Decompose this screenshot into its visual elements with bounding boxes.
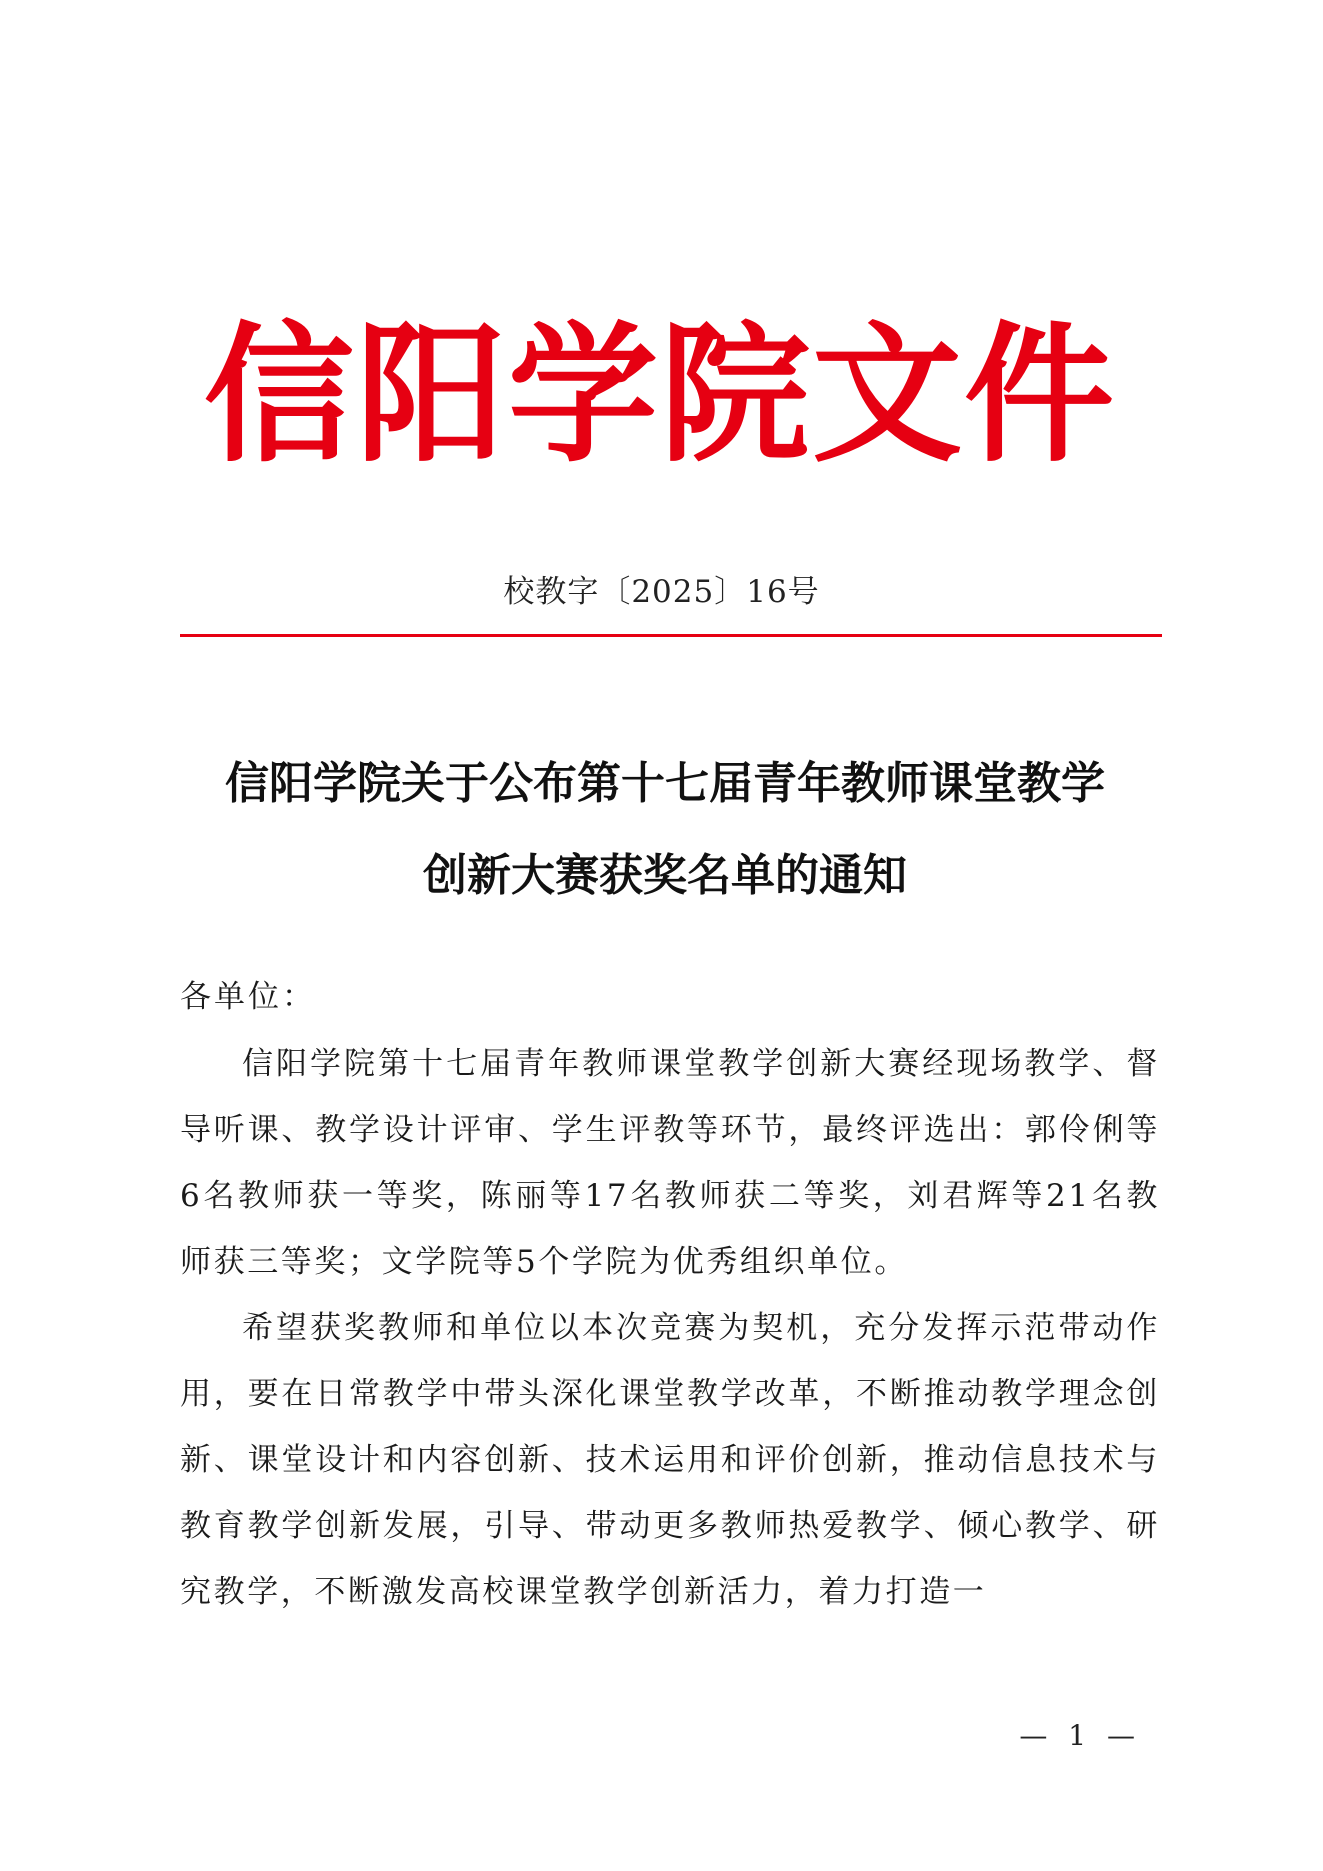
notice-title xyxy=(170,738,1160,922)
red-divider-line xyxy=(180,634,1162,637)
page-number: — 1 — xyxy=(1019,1719,1141,1752)
masthead-title: 信阳学院文件 xyxy=(203,307,1116,483)
body-paragraph-2: 希望获奖教师和单位以本次竞赛为契机，充分发挥示范带动作用，要在日常教学中带头深化课堂教学改革，不断推动教学理念创新、课堂设计和内容创新、技术运用和评价创新，推动信息技术与教育教学创新发展，引导、带动更多教师热爱教学、倾心教学、研究教学，不断激发高校课堂教学创新活力，着力打造一 xyxy=(180,1310,1160,1610)
notice-title-line-1: 信阳学院关于公布第十七届青年教师课堂教学 xyxy=(225,758,1105,809)
body-paragraph-1: 信阳学院第十七届青年教师课堂教学创新大赛经现场教学、督导听课、教学设计评审、学生评教等环节，最终评选出：郭伶俐等6名教师获一等奖，陈丽等17名教师获二等奖，刘君辉等21名教师获三等奖；文学院等5个学院为优秀组织单位。 xyxy=(180,1046,1160,1280)
document-number: 校教字〔2025〕16号 xyxy=(503,574,820,610)
notice-title-line-2: 创新大赛获奖名单的通知 xyxy=(423,850,907,901)
salutation: 各单位： xyxy=(180,979,316,1015)
